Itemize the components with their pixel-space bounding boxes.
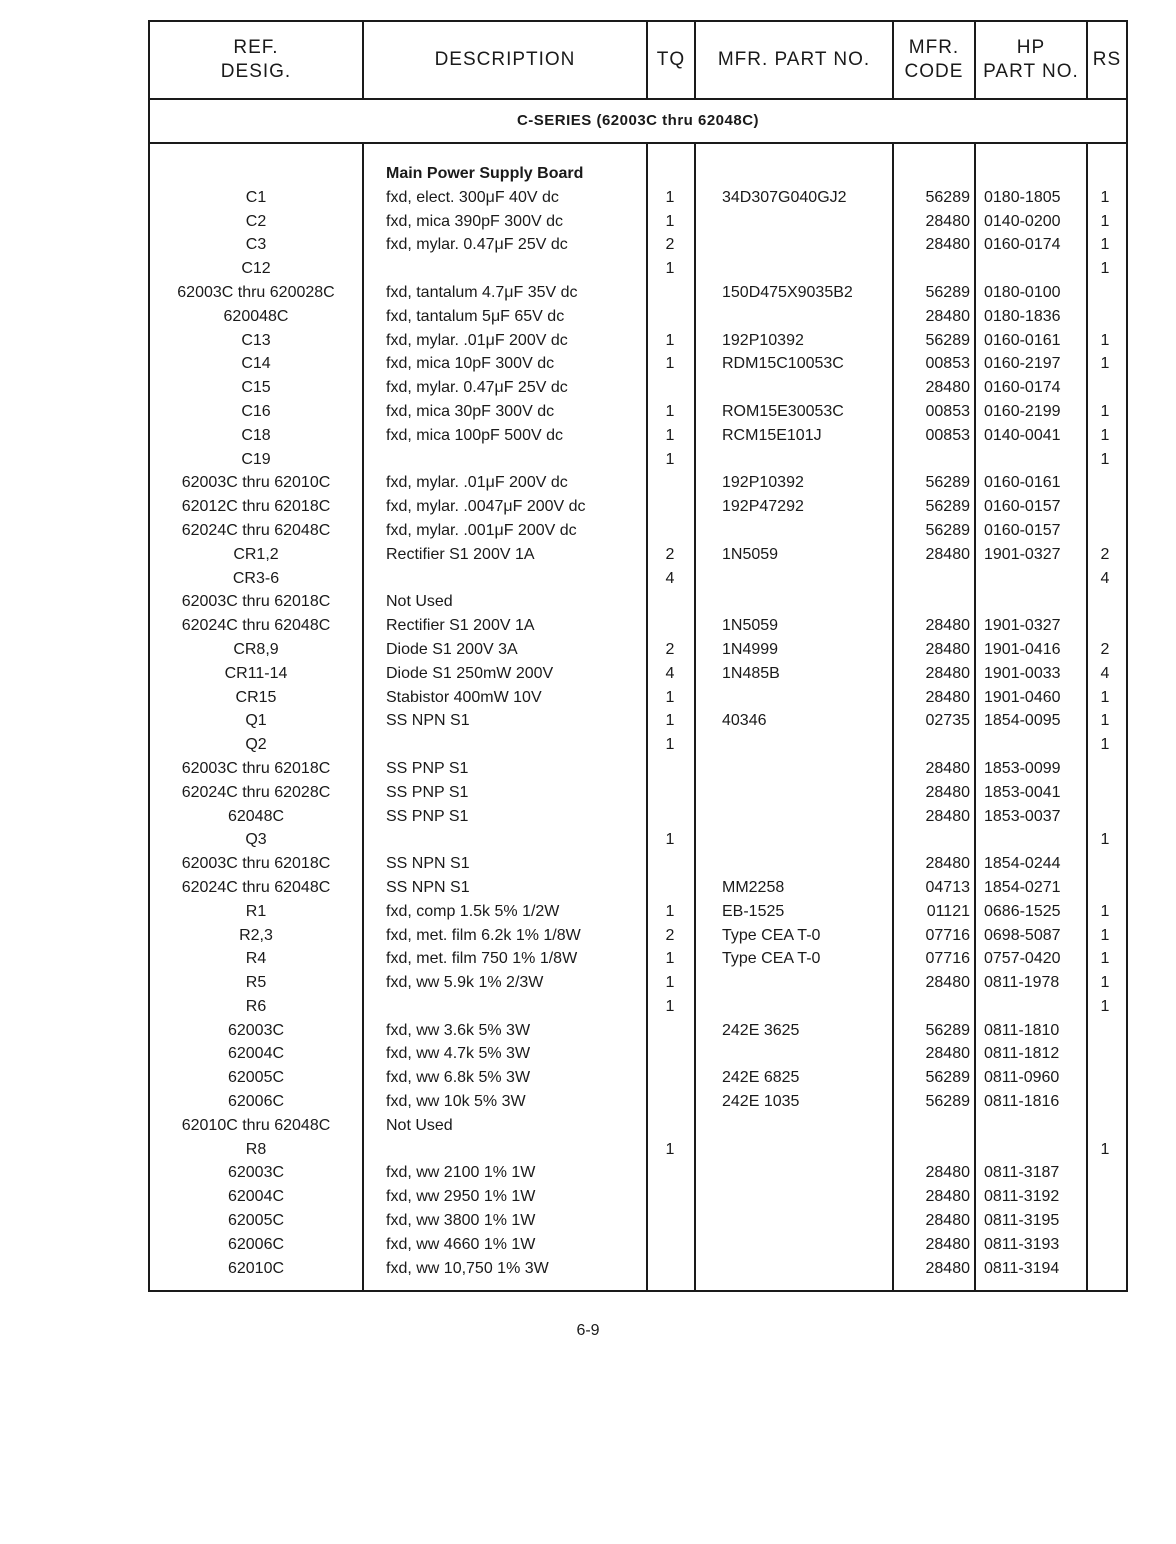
mfr-part-no-cell: 242E 1035	[722, 1093, 800, 1111]
tq-cell: 1	[665, 450, 675, 468]
ref-desig-cell: 62003C thru 62018C	[181, 855, 331, 873]
mfr-code-cell: 28480	[925, 1235, 970, 1253]
mfr-code-cell: 04713	[925, 878, 970, 896]
tq-cell: 2	[665, 545, 675, 563]
header-ref-desig	[150, 22, 364, 98]
tq-cell: 2	[665, 236, 675, 254]
table-body	[150, 162, 1126, 1280]
hp-part-no-cell: 0811-1816	[984, 1093, 1060, 1111]
ref-desig-cell: C14	[241, 355, 271, 373]
mfr-code-cell: 28480	[925, 379, 970, 397]
hp-part-no-cell: 0180-1805	[984, 188, 1061, 206]
mfr-code-cell: 28480	[925, 783, 970, 801]
description-cell: fxd, met. film 750 1% 1/8W	[386, 950, 578, 968]
rs-cell: 2	[1100, 640, 1110, 658]
ref-desig-cell: CR3-6	[232, 569, 280, 587]
mfr-code-cell: 28480	[925, 1045, 970, 1063]
mfr-part-no-cell: ROM15E30053C	[722, 402, 844, 420]
mfr-code-cell: 56289	[925, 188, 970, 206]
mfr-part-no-cell: 1N5059	[722, 545, 779, 563]
table-row	[150, 900, 1126, 924]
tq-cell: 1	[665, 426, 675, 444]
description-cell: fxd, ww 6.8k 5% 3W	[386, 1069, 531, 1087]
rs-cell: 4	[1100, 664, 1110, 682]
table-row	[150, 781, 1126, 805]
table-row	[150, 424, 1126, 448]
ref-desig-cell: 62048C	[227, 807, 285, 825]
table-row	[150, 924, 1126, 948]
description-cell: Rectifier S1 200V 1A	[386, 617, 535, 635]
tq-cell: 1	[665, 331, 675, 349]
table-row	[150, 828, 1126, 852]
series-title: C-SERIES (62003C thru 62048C)	[150, 98, 1126, 144]
table-row	[150, 233, 1126, 257]
mfr-code-cell: 28480	[925, 545, 970, 563]
rs-cell: 1	[1100, 188, 1110, 206]
description-cell: fxd, mica 30pF 300V dc	[386, 402, 555, 420]
table-row	[150, 1138, 1126, 1162]
hp-part-no-cell: 0757-0420	[984, 950, 1061, 968]
ref-desig-cell: 62024C thru 62048C	[181, 521, 331, 539]
hp-part-no-cell: 1901-0033	[984, 664, 1061, 682]
description-cell: fxd, tantalum 4.7μF 35V dc	[386, 283, 578, 301]
mfr-code-cell: 02735	[925, 712, 970, 730]
header-tq: TQ	[648, 22, 696, 98]
ref-desig-cell: 62005C	[227, 1212, 285, 1230]
hp-part-no-cell: 0686-1525	[984, 902, 1061, 920]
hp-part-no-cell: 1854-0244	[984, 855, 1061, 873]
hp-part-no-cell: 0140-0200	[984, 212, 1061, 230]
ref-desig-cell: Q3	[245, 831, 267, 849]
rs-cell: 1	[1100, 974, 1110, 992]
hp-part-no-cell: 1854-0271	[984, 878, 1061, 896]
hp-part-no-cell: 1901-0327	[984, 617, 1061, 635]
table-row	[150, 186, 1126, 210]
table-row	[150, 1066, 1126, 1090]
ref-desig-cell: Q2	[245, 736, 267, 754]
mfr-part-no-cell: 34D307G040GJ2	[722, 188, 847, 206]
tq-cell: 1	[665, 974, 675, 992]
ref-desig-cell: 62004C	[227, 1188, 285, 1206]
rs-cell: 1	[1100, 402, 1110, 420]
hp-part-no-cell: 0811-1810	[984, 1021, 1060, 1039]
mfr-code-cell: 28480	[925, 640, 970, 658]
rs-cell: 1	[1100, 902, 1110, 920]
ref-desig-cell: 620048C	[223, 307, 289, 325]
description-cell: fxd, ww 2950 1% 1W	[386, 1188, 536, 1206]
description-cell: fxd, tantalum 5μF 65V dc	[386, 307, 565, 325]
ref-desig-cell: R6	[245, 997, 267, 1015]
mfr-code-cell: 28480	[925, 974, 970, 992]
rs-cell: 1	[1100, 426, 1110, 444]
table-row	[150, 567, 1126, 591]
ref-desig-cell: 62006C	[227, 1235, 285, 1253]
hp-part-no-cell: 0160-0174	[984, 236, 1061, 254]
mfr-code-cell: 28480	[925, 1164, 970, 1182]
hp-part-no-cell: 0160-0174	[984, 379, 1061, 397]
mfr-part-no-cell: 242E 3625	[722, 1021, 800, 1039]
tq-cell: 1	[665, 712, 675, 730]
description-cell: fxd, ww 2100 1% 1W	[386, 1164, 536, 1182]
tq-cell: 1	[665, 188, 675, 206]
ref-desig-cell: C1	[245, 188, 267, 206]
table-row	[150, 210, 1126, 234]
hp-part-no-cell: 0140-0041	[984, 426, 1061, 444]
table-row	[150, 1185, 1126, 1209]
ref-desig-cell: R8	[245, 1140, 267, 1158]
ref-desig-cell: R5	[245, 974, 267, 992]
ref-desig-cell: 62006C	[227, 1093, 285, 1111]
mfr-code-cell: 56289	[925, 498, 970, 516]
tq-cell: 1	[665, 688, 675, 706]
table-row	[150, 1257, 1126, 1281]
rs-cell: 2	[1100, 545, 1110, 563]
mfr-code-cell: 28480	[925, 617, 970, 635]
hp-part-no-cell: 0811-3192	[984, 1188, 1060, 1206]
ref-desig-cell: 62012C thru 62018C	[181, 498, 331, 516]
mfr-code-cell: 07716	[925, 950, 970, 968]
table-row	[150, 1042, 1126, 1066]
ref-desig-cell: C3	[245, 236, 267, 254]
table-row	[150, 614, 1126, 638]
rs-cell: 1	[1100, 831, 1110, 849]
ref-desig-cell: C19	[241, 450, 271, 468]
mfr-part-no-cell: RDM15C10053C	[722, 355, 844, 373]
rs-cell: 1	[1100, 688, 1110, 706]
description-cell: fxd, ww 5.9k 1% 2/3W	[386, 974, 544, 992]
description-cell: fxd, mylar. 0.47μF 25V dc	[386, 379, 568, 397]
rs-cell: 1	[1100, 331, 1110, 349]
ref-desig-cell: 62010C thru 62048C	[181, 1116, 331, 1134]
description-cell: SS PNP S1	[386, 783, 469, 801]
rs-cell: 1	[1100, 212, 1110, 230]
ref-desig-cell: C16	[241, 402, 271, 420]
table-row	[150, 1114, 1126, 1138]
ref-desig-cell: 62024C thru 62028C	[181, 783, 331, 801]
table-row	[150, 995, 1126, 1019]
description-cell: Diode S1 200V 3A	[386, 640, 518, 658]
hp-part-no-cell: 0160-0157	[984, 521, 1061, 539]
mfr-code-cell: 28480	[925, 855, 970, 873]
mfr-code-cell: 28480	[925, 688, 970, 706]
ref-desig-cell: CR1,2	[233, 545, 279, 563]
description-cell: fxd, mylar. .0047μF 200V dc	[386, 498, 586, 516]
description-cell: fxd, mylar. .01μF 200V dc	[386, 474, 568, 492]
mfr-part-no-cell: 192P47292	[722, 498, 804, 516]
description-cell: fxd, mica 10pF 300V dc	[386, 355, 555, 373]
ref-desig-cell: R2,3	[239, 926, 273, 944]
table-row	[150, 495, 1126, 519]
hp-part-no-cell: 1901-0416	[984, 640, 1061, 658]
hp-part-no-cell: 0180-1836	[984, 307, 1061, 325]
table-row	[150, 162, 1126, 186]
table-row	[150, 448, 1126, 472]
mfr-code-cell: 56289	[925, 521, 970, 539]
tq-cell: 2	[665, 926, 675, 944]
table-row	[150, 971, 1126, 995]
table-row	[150, 590, 1126, 614]
description-cell: fxd, mylar. 0.47μF 25V dc	[386, 236, 568, 254]
description-cell: SS PNP S1	[386, 807, 469, 825]
mfr-part-no-cell: 192P10392	[722, 331, 804, 349]
header-ref-line2: DESIG.	[220, 61, 292, 82]
table-row	[150, 852, 1126, 876]
ref-desig-cell: 62003C thru 62018C	[181, 593, 331, 611]
description-cell: Not Used	[386, 593, 453, 611]
hp-part-no-cell: 1853-0037	[984, 807, 1061, 825]
ref-desig-cell: C2	[245, 212, 267, 230]
mfr-code-cell: 07716	[925, 926, 970, 944]
mfr-code-cell: 56289	[925, 1021, 970, 1039]
ref-desig-cell: C18	[241, 426, 271, 444]
mfr-code-cell: 28480	[925, 1259, 970, 1277]
ref-desig-cell: CR8,9	[233, 640, 279, 658]
rs-cell: 1	[1100, 950, 1110, 968]
mfr-code-cell: 56289	[925, 283, 970, 301]
rs-cell: 1	[1100, 450, 1110, 468]
table-row	[150, 1233, 1126, 1257]
table-row	[150, 281, 1126, 305]
ref-desig-cell: Q1	[245, 712, 267, 730]
tq-cell: 1	[665, 355, 675, 373]
table-row	[150, 947, 1126, 971]
hp-part-no-cell: 0160-0161	[984, 331, 1061, 349]
rs-cell: 1	[1100, 236, 1110, 254]
tq-cell: 4	[665, 569, 675, 587]
table-row	[150, 1019, 1126, 1043]
description-cell: Rectifier S1 200V 1A	[386, 545, 535, 563]
header-mfr-code-line2: CODE	[904, 61, 964, 82]
description-cell: SS PNP S1	[386, 759, 469, 777]
tq-cell: 1	[665, 1140, 675, 1158]
hp-part-no-cell: 0698-5087	[984, 926, 1061, 944]
mfr-code-cell: 28480	[925, 307, 970, 325]
mfr-part-no-cell: 150D475X9035B2	[722, 283, 853, 301]
header-description: DESCRIPTION	[364, 22, 648, 98]
mfr-code-cell: 56289	[925, 1069, 970, 1087]
description-cell: Main Power Supply Board	[386, 165, 584, 182]
ref-desig-cell: 62003C thru 62018C	[181, 759, 331, 777]
mfr-code-cell: 28480	[925, 1188, 970, 1206]
hp-part-no-cell: 0811-3187	[984, 1164, 1060, 1182]
tq-cell: 1	[665, 736, 675, 754]
mfr-part-no-cell: Type CEA T-0	[722, 926, 821, 944]
hp-part-no-cell: 0160-2199	[984, 402, 1061, 420]
rs-cell: 1	[1100, 712, 1110, 730]
description-cell: SS NPN S1	[386, 878, 470, 896]
tq-cell: 1	[665, 831, 675, 849]
table-row	[150, 805, 1126, 829]
table-header	[150, 22, 1126, 100]
hp-part-no-cell: 1854-0095	[984, 712, 1061, 730]
mfr-code-cell: 56289	[925, 331, 970, 349]
table-row	[150, 352, 1126, 376]
description-cell: fxd, met. film 6.2k 1% 1/8W	[386, 926, 581, 944]
mfr-code-cell: 28480	[925, 664, 970, 682]
rs-cell: 1	[1100, 997, 1110, 1015]
tq-cell: 2	[665, 640, 675, 658]
ref-desig-cell: 62010C	[227, 1259, 285, 1277]
table-row	[150, 1209, 1126, 1233]
description-cell: fxd, mylar. .001μF 200V dc	[386, 521, 577, 539]
rs-cell: 1	[1100, 926, 1110, 944]
ref-desig-cell: C12	[241, 260, 271, 278]
table-row	[150, 329, 1126, 353]
description-cell: fxd, ww 3.6k 5% 3W	[386, 1021, 531, 1039]
table-row	[150, 733, 1126, 757]
header-hp-line2: PART NO.	[983, 61, 1079, 82]
description-cell: fxd, ww 4.7k 5% 3W	[386, 1045, 531, 1063]
table-row	[150, 662, 1126, 686]
table-row	[150, 1090, 1126, 1114]
mfr-code-cell: 00853	[925, 426, 970, 444]
hp-part-no-cell: 1901-0327	[984, 545, 1061, 563]
mfr-code-cell: 56289	[925, 1093, 970, 1111]
tq-cell: 1	[665, 997, 675, 1015]
ref-desig-cell: 62003C thru 620028C	[177, 283, 335, 301]
table-row	[150, 376, 1126, 400]
ref-desig-cell: 62003C thru 62010C	[181, 474, 331, 492]
description-cell: fxd, ww 4660 1% 1W	[386, 1235, 536, 1253]
hp-part-no-cell: 0811-3193	[984, 1235, 1060, 1253]
parts-list-table	[148, 20, 1128, 1292]
ref-desig-cell: R4	[245, 950, 267, 968]
description-cell: fxd, ww 3800 1% 1W	[386, 1212, 536, 1230]
description-cell: fxd, ww 10,750 1% 3W	[386, 1259, 549, 1277]
mfr-code-cell: 28480	[925, 1212, 970, 1230]
mfr-part-no-cell: 1N485B	[722, 664, 780, 682]
hp-part-no-cell: 0811-0960	[984, 1069, 1060, 1087]
hp-part-no-cell: 0811-3194	[984, 1259, 1060, 1277]
header-mfr-part-no: MFR. PART NO.	[696, 22, 894, 98]
mfr-code-cell: 00853	[925, 402, 970, 420]
description-cell: fxd, elect. 300μF 40V dc	[386, 188, 559, 206]
description-cell: fxd, mylar. .01μF 200V dc	[386, 331, 568, 349]
rs-cell: 1	[1100, 355, 1110, 373]
rs-cell: 1	[1100, 260, 1110, 278]
header-rs: RS	[1092, 49, 1122, 70]
description-cell: Stabistor 400mW 10V	[386, 688, 542, 706]
table-row	[150, 757, 1126, 781]
table-row	[150, 876, 1126, 900]
tq-cell: 1	[665, 212, 675, 230]
table-row	[150, 257, 1126, 281]
description-cell: fxd, mica 100pF 500V dc	[386, 426, 563, 444]
table-row	[150, 519, 1126, 543]
rs-cell: 1	[1100, 1140, 1110, 1158]
hp-part-no-cell: 1853-0099	[984, 759, 1061, 777]
tq-cell: 1	[665, 902, 675, 920]
header-hp-line1: HP	[1016, 37, 1046, 58]
header-mfr-code	[894, 22, 976, 98]
description-cell: fxd, ww 10k 5% 3W	[386, 1093, 526, 1111]
table-row	[150, 709, 1126, 733]
tq-cell: 4	[665, 664, 675, 682]
ref-desig-cell: CR11-14	[224, 664, 288, 682]
table-row	[150, 543, 1126, 567]
table-row	[150, 400, 1126, 424]
description-cell: fxd, comp 1.5k 5% 1/2W	[386, 902, 560, 920]
mfr-part-no-cell: Type CEA T-0	[722, 950, 821, 968]
ref-desig-cell: 62024C thru 62048C	[181, 617, 331, 635]
mfr-code-cell: 28480	[925, 236, 970, 254]
tq-cell: 1	[665, 260, 675, 278]
mfr-code-cell: 28480	[925, 759, 970, 777]
table-row	[150, 1161, 1126, 1185]
table-row	[150, 305, 1126, 329]
table-row	[150, 471, 1126, 495]
description-cell: SS NPN S1	[386, 712, 470, 730]
ref-desig-cell: C13	[241, 331, 271, 349]
ref-desig-cell: C15	[241, 379, 271, 397]
ref-desig-cell: 62004C	[227, 1045, 285, 1063]
ref-desig-cell: 62003C	[227, 1021, 285, 1039]
mfr-code-cell: 28480	[925, 807, 970, 825]
hp-part-no-cell: 0160-0157	[984, 498, 1061, 516]
tq-cell: 1	[665, 402, 675, 420]
hp-part-no-cell: 0811-1978	[984, 974, 1060, 992]
description-cell: fxd, mica 390pF 300V dc	[386, 212, 563, 230]
hp-part-no-cell: 0180-0100	[984, 283, 1061, 301]
rs-cell: 4	[1100, 569, 1110, 587]
table-row	[150, 686, 1126, 710]
mfr-part-no-cell: MM2258	[722, 878, 785, 896]
description-cell: SS NPN S1	[386, 855, 470, 873]
mfr-part-no-cell: 242E 6825	[722, 1069, 800, 1087]
hp-part-no-cell: 0811-3195	[984, 1212, 1060, 1230]
page-number: 6-9	[576, 1322, 600, 1339]
table-row	[150, 638, 1126, 662]
rs-cell: 1	[1100, 736, 1110, 754]
header-ref-line1: REF.	[233, 37, 279, 58]
mfr-code-cell: 01121	[926, 902, 970, 920]
header-hp-part-no	[976, 22, 1088, 98]
tq-cell: 1	[665, 950, 675, 968]
header-mfr-code-line1: MFR.	[908, 37, 960, 58]
ref-desig-cell: 62003C	[227, 1164, 285, 1182]
hp-part-no-cell: 0160-2197	[984, 355, 1061, 373]
mfr-part-no-cell: RCM15E101J	[722, 426, 822, 444]
ref-desig-cell: CR15	[235, 688, 277, 706]
mfr-code-cell: 28480	[925, 212, 970, 230]
hp-part-no-cell: 0160-0161	[984, 474, 1061, 492]
hp-part-no-cell: 0811-1812	[984, 1045, 1060, 1063]
ref-desig-cell: 62024C thru 62048C	[181, 878, 331, 896]
mfr-part-no-cell: 1N5059	[722, 617, 779, 635]
ref-desig-cell: 62005C	[227, 1069, 285, 1087]
mfr-part-no-cell: EB-1525	[722, 902, 785, 920]
hp-part-no-cell: 1853-0041	[984, 783, 1061, 801]
description-cell: Diode S1 250mW 200V	[386, 664, 554, 682]
ref-desig-cell: R1	[245, 902, 267, 920]
hp-part-no-cell: 1901-0460	[984, 688, 1061, 706]
mfr-part-no-cell: 40346	[722, 712, 767, 730]
description-cell: Not Used	[386, 1116, 453, 1134]
mfr-code-cell: 00853	[925, 355, 970, 373]
mfr-part-no-cell: 1N4999	[722, 640, 779, 658]
mfr-part-no-cell: 192P10392	[722, 474, 804, 492]
mfr-code-cell: 56289	[925, 474, 970, 492]
